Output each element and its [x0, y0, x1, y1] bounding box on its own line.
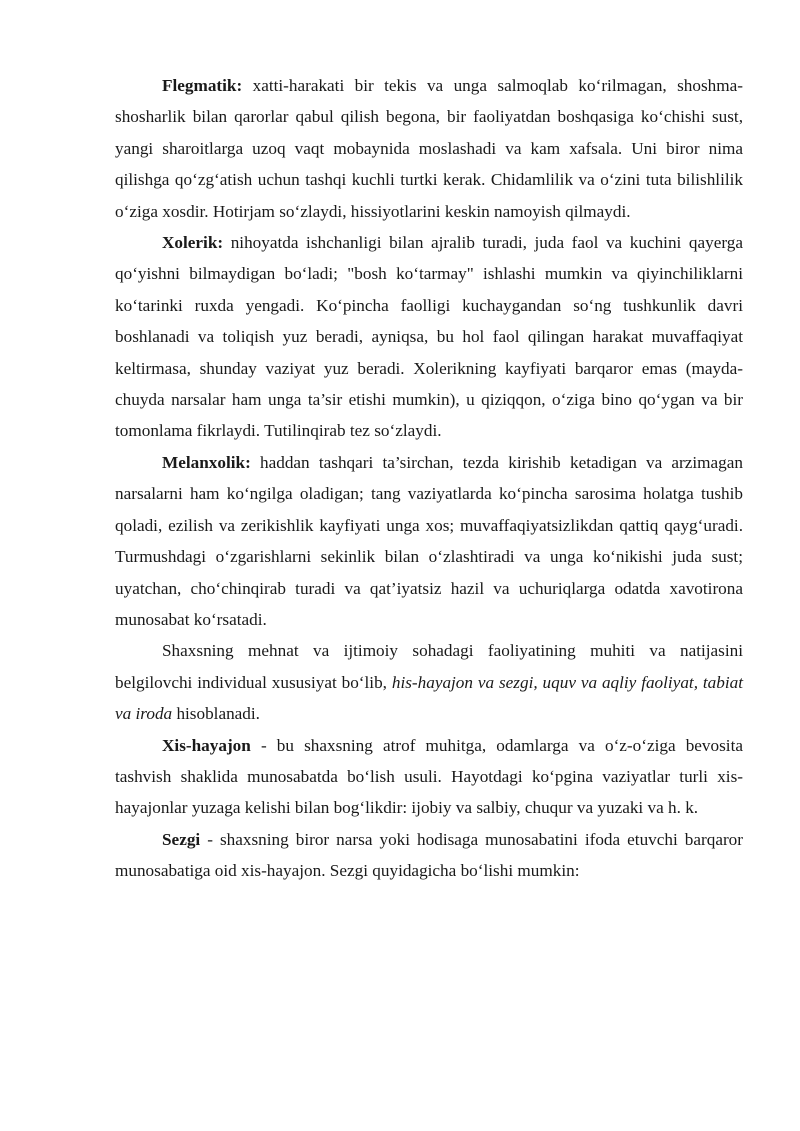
paragraph-text: - shaxsning biror narsa yoki hodisaga munosabatini ifoda etuvchi barqaror munosabatiga oid xis-hayajon. Sezgi quyidagicha bo‘lishi mumkin:: [115, 829, 743, 881]
paragraph-flegmatik: [115, 70, 743, 227]
paragraph-sezgi: [115, 824, 743, 887]
paragraph-text: nihoyatda ishchanligi bilan ajralib turadi, juda faol va kuchini qayerga qo‘yishni bilmaydigan bo‘ladi; "bosh ko‘tarmay" ishlashi mumkin va qiyinchiliklarni ko‘tarinki ruxda yengadi. Ko‘pincha faolligi kuchaygandan so‘ng tushkunlik davri boshlanadi va toliqish yuz beradi, ayniqsa, bu hol faol qilingan harakat muvaffaqiyat keltirmasa, shunday vaziyat yuz beradi. Xolerikning kayfiyati barqaror emas (mayda-chuyda narsalar ham unga ta’sir etishi mumkin), u qiziqqon, o‘ziga bino qo‘ygan va bir tomonlama fikrlaydi. Tutilinqirab tez so‘zlaydi.: [115, 233, 743, 441]
paragraph-tail-text: hisoblanadi.: [172, 704, 260, 724]
term-xis-hayajon: Xis-hayajon: [162, 735, 251, 755]
term-sezgi: Sezgi: [162, 829, 201, 849]
paragraph-xis-hayajon: [115, 730, 743, 824]
term-flegmatik: Flegmatik:: [162, 76, 243, 95]
italic-traits-list: his-hayajon va sezgi, uquv va aqliy faoliyat, tabiat va iroda: [115, 672, 743, 724]
term-melanxolik: Melanxolik:: [162, 452, 251, 472]
paragraph-lead-text: Shaxsning mehnat va ijtimoiy sohadagi faoliyatining muhiti va natijasini belgilovchi individual xususiyat bo‘lib,: [115, 641, 743, 692]
paragraph-melanxolik: [115, 447, 743, 635]
term-xolerik: Xolerik:: [162, 233, 224, 253]
paragraph-individual-traits: [115, 635, 743, 729]
paragraph-text: xatti-harakati bir tekis va unga salmoqlab ko‘rilmagan, shoshma-shosharlik bilan qarorlar qabul qilish begona, bir faoliyatdan boshqasiga ko‘chishi sust, yangi sharoitlarga uzoq vaqt mobaynida moslashadi va kam xafsala. Uni biror nima qilishga qo‘zg‘atish uchun tashqi kuchli turtki kerak. Chidamlilik va o‘zini tuta bilishlilik o‘ziga xosdir. Hotirjam so‘zlaydi, hissiyotlarini keskin namoyish qilmaydi.: [115, 76, 743, 221]
document-page: [115, 70, 743, 887]
paragraph-text: haddan tashqari ta’sirchan, tezda kirishib ketadigan va arzimagan narsalarni ham ko‘ngilga oladigan; tang vaziyatlarda ko‘pincha sarosima holatga tushib qoladi, ezilish va zerikishlik kayfiyati unga xos; muvaffaqiyatsizlikdan qattiq qayg‘uradi. Turmushdagi o‘zgarishlarni sekinlik bilan o‘zlashtiradi va unga ko‘nikishi juda sust; uyatchan, cho‘chinqirab turadi va qat’iyatsiz hazil va uchuriqlarga odatda xavotirona munosabat ko‘rsatadi.: [115, 452, 743, 629]
paragraph-xolerik: [115, 227, 743, 447]
paragraph-text: - bu shaxsning atrof muhitga, odamlarga va o‘z-o‘ziga bevosita tashvish shaklida munosabatda bo‘lish usuli. Hayotdagi ko‘pgina vaziyatlar turli xis-hayajonlar yuzaga kelishi bilan bog‘likdir: ijobiy va salbiy, chuqur va yuzaki va h. k.: [115, 735, 743, 818]
